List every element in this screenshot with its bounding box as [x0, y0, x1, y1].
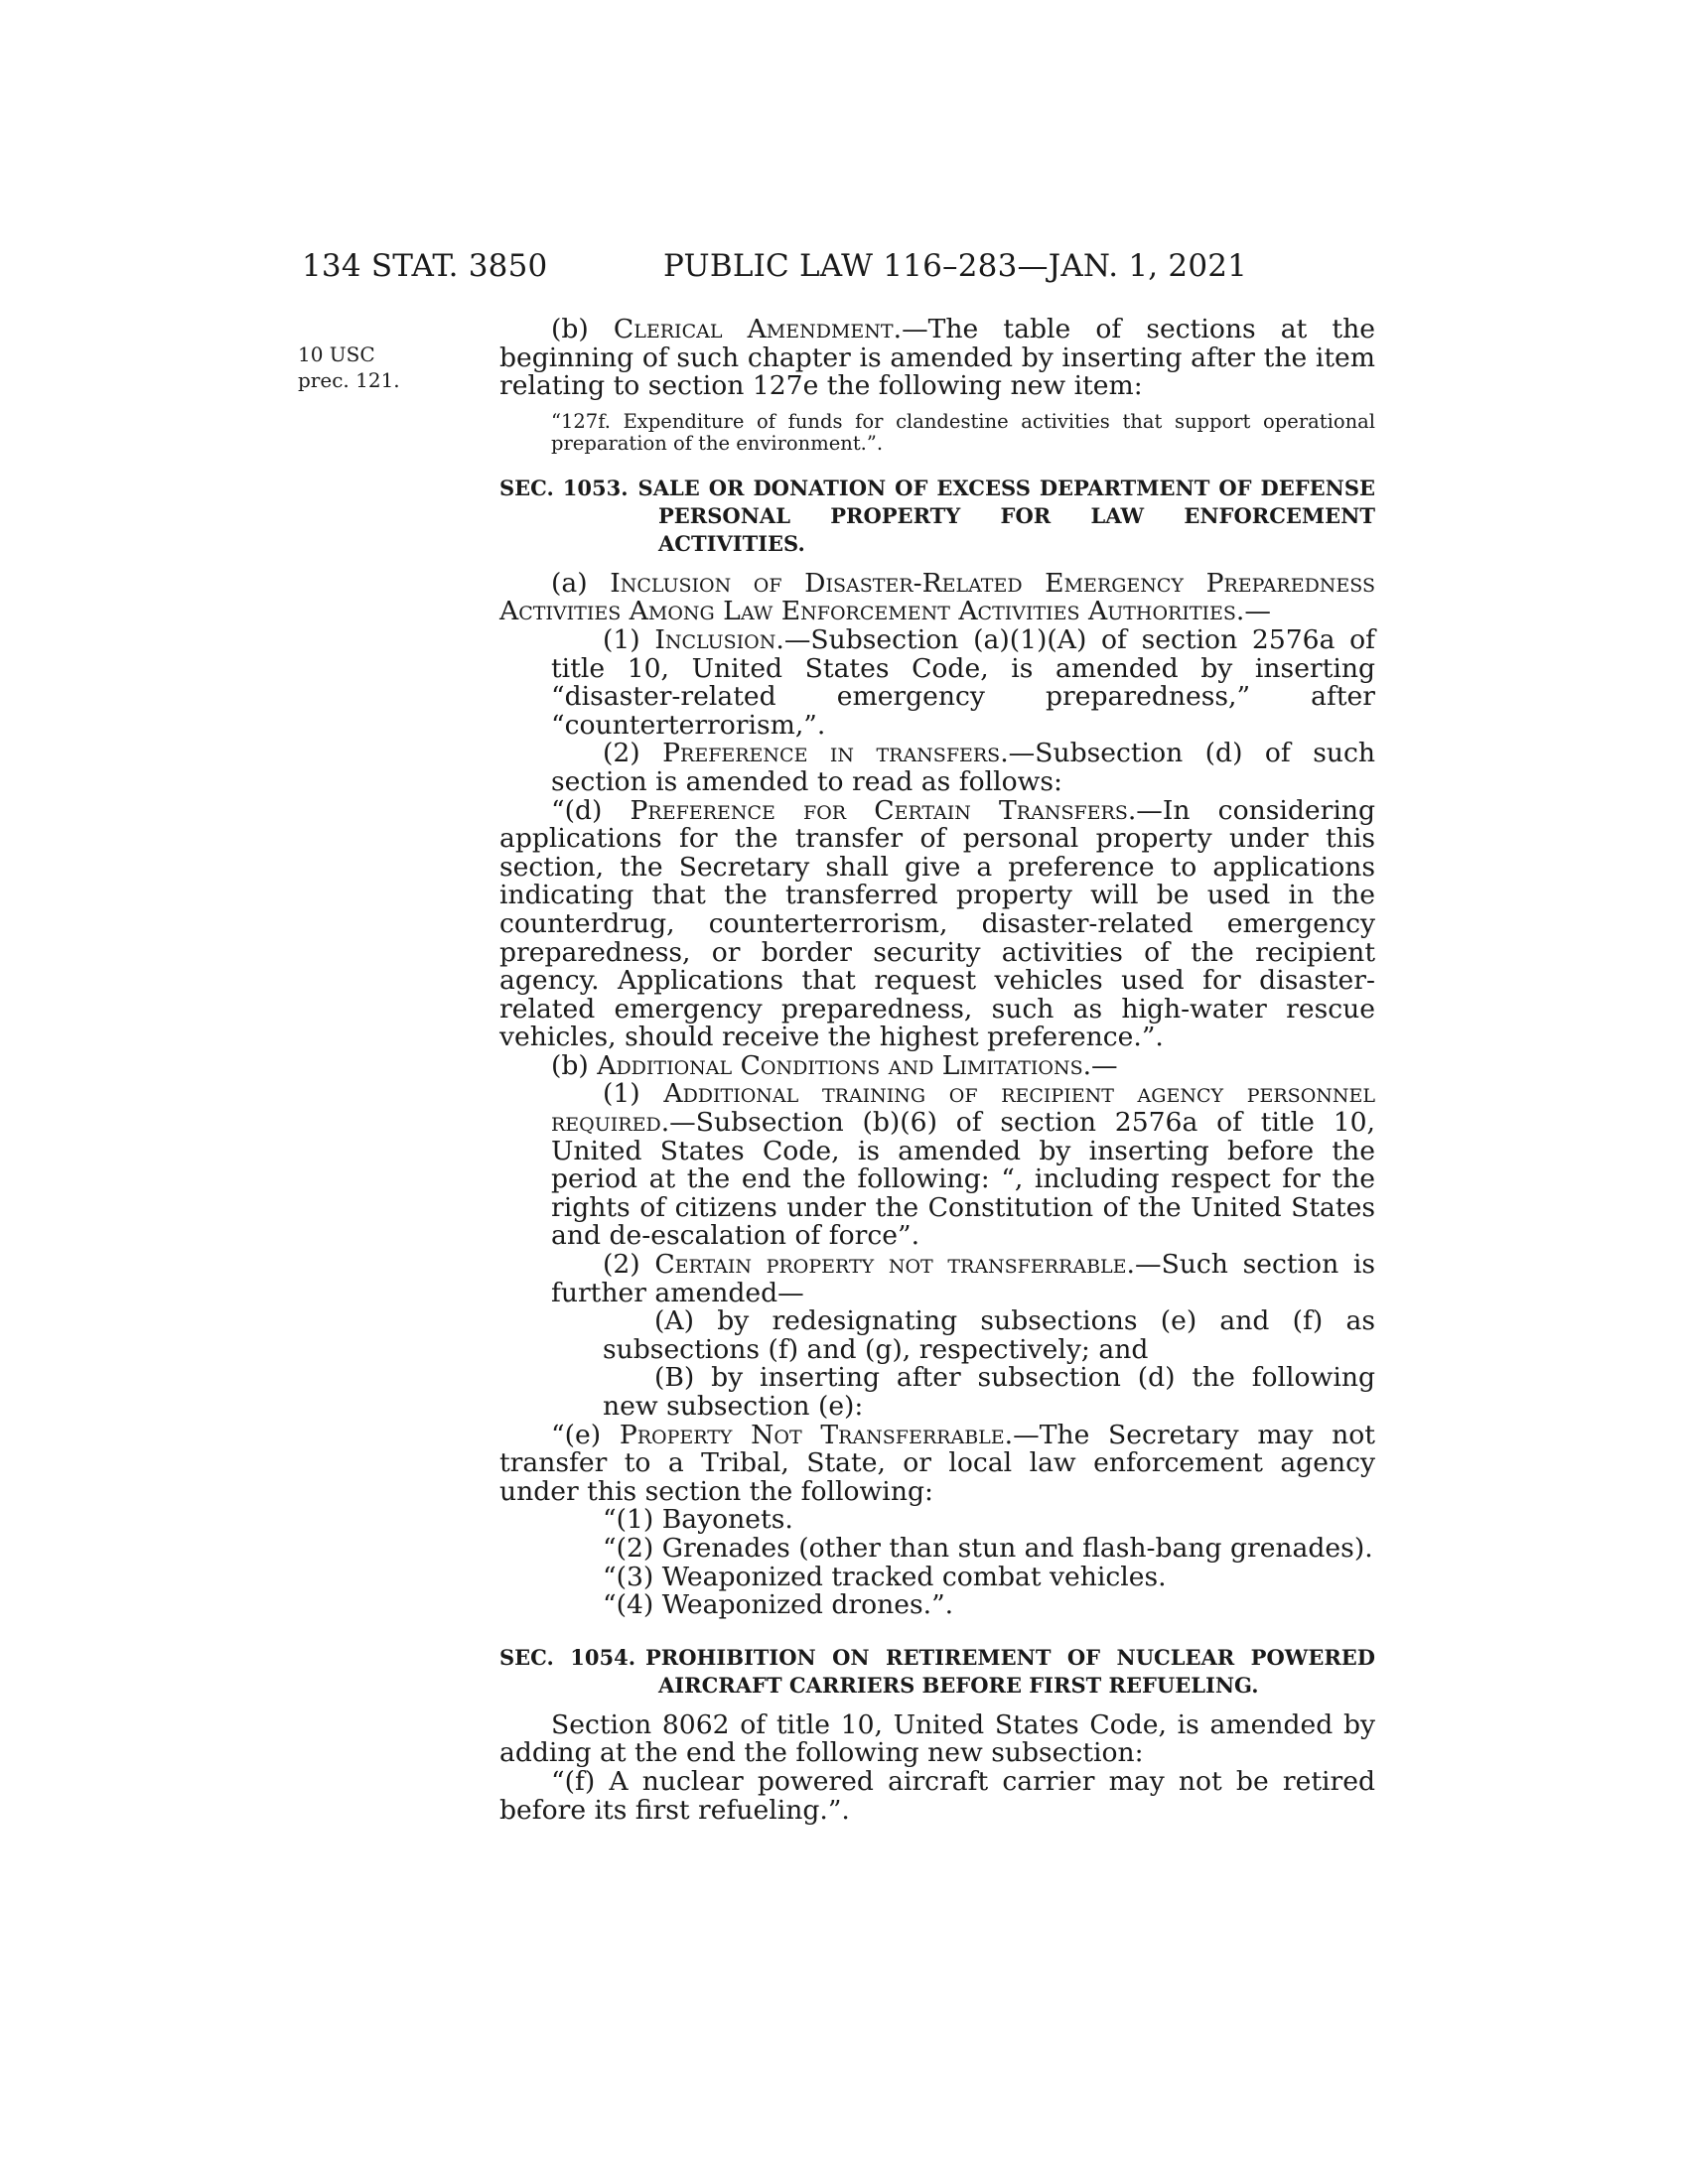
paragraph-a1: (1) Inclusion.—Subsection (a)(1)(A) of section 2576a of title 10, United States Code, is amended by inserting “disaster-related emergency preparedness,” after “counterterrorism,”. — [551, 623, 1375, 741]
list-item: “(1) Bayonets. — [603, 1504, 793, 1536]
subsection-heading: Property Not Transferrable — [619, 1419, 1005, 1450]
subparagraph-A: (A) by redesignating subsections (e) and (f) as subsections (f) and (g), respectively; and — [603, 1305, 1375, 1365]
section-heading-1053: SEC. 1053. SALE OR DONATION OF EXCESS DEPARTMENT OF DEFENSE PERSONAL PROPERTY FOR LAW ENFORCEMENT ACTIVITIES. — [499, 475, 1375, 556]
subparagraph-B: (B) by inserting after subsection (d) the following new subsection (e): — [603, 1362, 1375, 1422]
list-item: “(2) Grenades (other than stun and flash-bang grenades). — [603, 1532, 1373, 1564]
paragraph-heading: Certain property not transferrable — [654, 1249, 1127, 1281]
quoted-subsection-e: “(e) Property Not Transferrable.—The Secretary may not transfer to a Tribal, State, or local law enforcement agency under this section the following: — [499, 1419, 1375, 1507]
paragraph-heading: Additional training of recipient agency personnel required — [551, 1078, 1376, 1139]
paragraph-heading: Inclusion — [654, 623, 776, 655]
margin-note — [298, 341, 400, 393]
quoted-subsection-f: “(f) A nuclear powered aircraft carrier may not be retired before its first refueling.”. — [499, 1765, 1375, 1826]
paragraph-a2: (2) Preference in transfers.—Subsection (d) of such section is amended to read as follows: — [551, 738, 1375, 797]
list-item: “(4) Weaponized drones.”. — [603, 1589, 954, 1621]
quoted-subsection-d: “(d) Preference for Certain Transfers.—In considering applications for the transfer of personal property under this section, the Secretary shall give a preference to applications indicating that the transferred property will be used in the counterdrug, counterterrorism, disaster-related emergency preparedness, or border security activities of the recipient agency. Applications that request vehicles used for disaster-related emergency preparedness, such as high-water rescue vehicles, should receive the highest preference.”. — [499, 794, 1375, 1053]
subsection-heading: Inclusion of Disaster-Related Emergency Preparedness Activities Among Law Enforcement Activities Authorities — [499, 567, 1375, 627]
paragraph-b1: (1) Additional training of recipient agency personnel required.—Subsection (b)(6) of section 2576a of title 10, United States Code, is amended by inserting before the period at the end the following: “, including respect for the rights of citizens under the Constitution of the United States and de-escalation of force”. — [551, 1078, 1376, 1252]
paragraph-sec1054: Section 8062 of title 10, United States Code, is amended by adding at the end the following new subsection: — [499, 1708, 1375, 1769]
subsection-heading: Preference for Certain Transfers — [630, 794, 1128, 826]
paragraph-b2: (2) Certain property not transferrable.—Such section is further amended— — [551, 1249, 1375, 1308]
stat-page-number: 134 STAT. 3850 — [302, 248, 548, 284]
body-text — [499, 316, 1375, 1825]
subsection-heading: Clerical Amendment — [613, 314, 894, 344]
paragraph-a: (a) Inclusion of Disaster-Related Emergency Preparedness Activities Among Law Enforcement Activities Authorities.— — [499, 567, 1375, 627]
subsection-heading: Additional Conditions and Limitations — [597, 1049, 1083, 1081]
margin-note-line: prec. 121. — [298, 368, 400, 392]
list-item: “(3) Weaponized tracked combat vehicles. — [603, 1561, 1167, 1592]
paragraph-heading: Preference in transfers — [662, 738, 1001, 769]
margin-note-line: 10 USC — [298, 342, 375, 366]
running-header: PUBLIC LAW 116–283—JAN. 1, 2021 — [663, 248, 1248, 284]
paragraph-clerical-amendment: (b) Clerical Amendment.—The table of sections at the beginning of such chapter is amended by inserting after the item relating to section 127e the following new item: — [499, 314, 1375, 402]
section-heading-1054: SEC. 1054. PROHIBITION ON RETIREMENT OF NUCLEAR POWERED AIRCRAFT CARRIERS BEFORE FIRST REFUELING. — [499, 1644, 1375, 1698]
table-of-sections-item: “127f. Expenditure of funds for clandestine activities that support operational preparation of the environment.”. — [551, 409, 1375, 455]
paragraph-b: (b) Additional Conditions and Limitations.— — [551, 1049, 1118, 1081]
